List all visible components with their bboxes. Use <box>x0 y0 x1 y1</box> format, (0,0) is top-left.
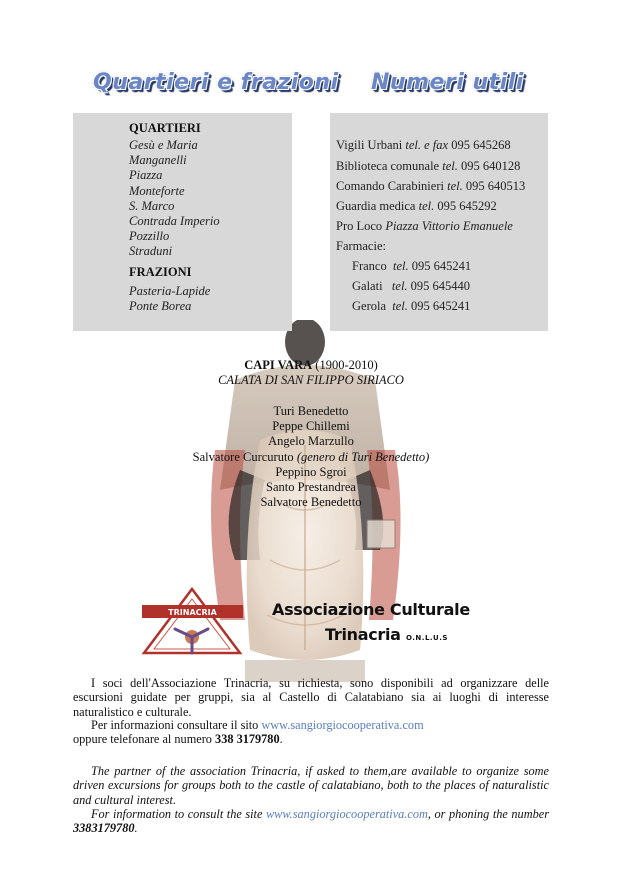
site-link[interactable]: www.sangiorgiocooperativa.com <box>265 807 428 821</box>
section-title-numeri: Numeri utili <box>371 70 524 95</box>
phone-number: 3383179780 <box>73 821 135 836</box>
list-item: Salvatore Benedetto <box>260 495 362 510</box>
list-item: Contrada Imperio <box>129 214 220 229</box>
vigili-line: Vigili Urbani tel. e fax 095 645268 <box>336 138 511 152</box>
italian-site-line: Per informazioni consultare il sito www.sangiorgiocooperativa.com <box>91 718 424 732</box>
section-title-quartieri: Quartieri e frazioni <box>93 70 339 95</box>
italian-phone-line: oppure telefonare al numero 338 3179780. <box>73 732 283 746</box>
list-item: Peppe Chillemi <box>272 419 350 434</box>
list-item: Peppino Sgroi <box>275 464 347 479</box>
trinacria-logo <box>140 585 245 660</box>
list-item: Ponte Borea <box>129 299 192 314</box>
logo-text: TRINACRIA <box>168 608 217 617</box>
farmacia-line: Franco tel. 095 645241 <box>352 259 472 273</box>
list-item: Pasteria-Lapide <box>129 284 211 298</box>
list-item: Straduni <box>129 244 173 259</box>
list-item: S. Marco <box>129 198 175 213</box>
list-item: Santo Prestandrea <box>266 480 356 495</box>
phone-number: 338 3179780 <box>215 732 280 746</box>
frazioni-list <box>129 284 210 314</box>
list-item: Manganelli <box>129 153 187 168</box>
english-paragraph: The partner of the association Trinacria, if asked to them,are available to organize some driven excursions for groups both to the castle of calatabiano, both to the places of naturalistic and cultural interest. <box>73 764 549 807</box>
farmacia-line: Gerola tel. 095 645241 <box>352 299 471 313</box>
quartieri-list <box>129 138 220 260</box>
list-item: Angelo Marzullo <box>268 434 354 449</box>
association-name-line1: Associazione Culturale <box>272 600 470 619</box>
guardia-line: Guardia medica tel. 095 645292 <box>336 199 497 213</box>
proloco-line: Pro Loco Piazza Vittorio Emanuele <box>336 219 513 233</box>
frazioni-title: FRAZIONI <box>129 265 192 279</box>
capi-vara-names <box>0 404 622 510</box>
list-item: Turi Benedetto <box>273 404 349 418</box>
list-item: Monteforte <box>129 183 185 198</box>
farmacia-line: Galati tel. 095 645440 <box>352 279 471 293</box>
capi-vara-subtitle: CALATA DI SAN FILIPPO SIRIACO <box>218 373 404 387</box>
list-item: Gesù e Maria <box>129 138 198 152</box>
quartieri-title: QUARTIERI <box>129 121 201 135</box>
association-name-line2: Trinacria O.N.L.U.S <box>325 625 448 644</box>
italian-paragraph: I soci dell'Associazione Trinacria, su richiesta, sono disponibili ad organizzare delle escursioni guidate per gruppi, sia al Castello di Calatabiano sia ai luoghi di interesse naturalistico e culturale. <box>73 676 549 719</box>
list-item: Piazza <box>129 168 163 183</box>
farmacie-label: Farmacie: <box>336 239 386 253</box>
capi-vara-title: CAPI VARA (1900-2010) <box>244 358 378 372</box>
carabinieri-line: Comando Carabinieri tel. 095 640513 <box>336 179 526 193</box>
numeri-box <box>330 113 548 331</box>
english-contact-paragraph: For information to consult the site www.sangiorgiocooperativa.com, or phoning the number 3383179780. <box>73 807 549 836</box>
quartieri-box <box>73 113 292 331</box>
list-item: Pozzillo <box>129 229 170 244</box>
list-item: Salvatore Curcuruto (genero di Turi Benedetto) <box>192 449 430 464</box>
site-link[interactable]: www.sangiorgiocooperativa.com <box>261 718 424 732</box>
biblioteca-line: Biblioteca comunale tel. 095 640128 <box>336 159 521 173</box>
